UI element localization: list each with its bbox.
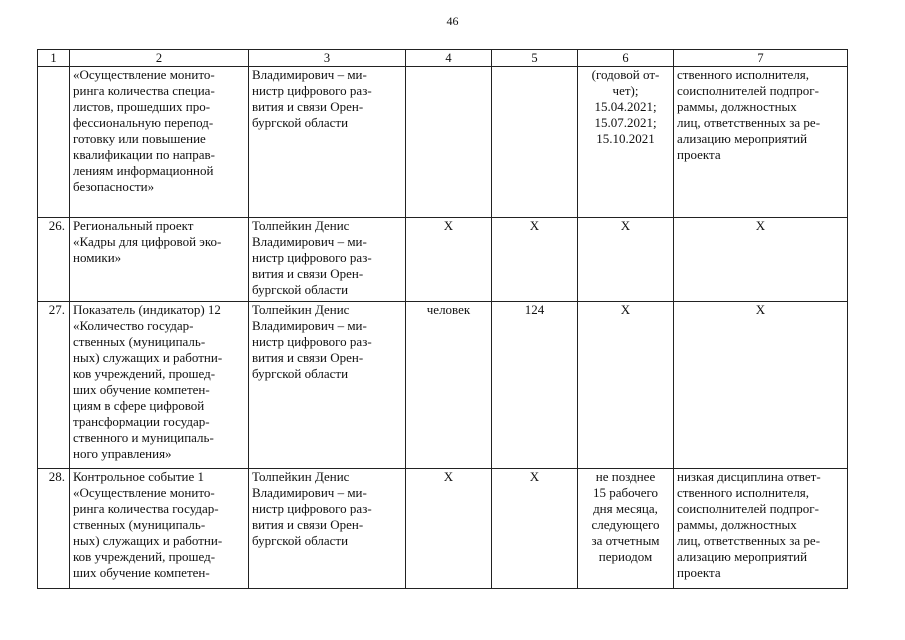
risk-cell: ственного исполнителя, соисполнителей подпрог- раммы, должностных лиц, ответственных за ре- ализацию мероприятий проекта [674,67,848,218]
row-number: 28. [38,469,70,589]
column-header: 2 [70,50,249,67]
value-cell: Х [492,469,578,589]
responsible-person: Толпейкин Денис Владимирович – ми- нистр цифрового раз- вития и связи Орен- бургской области [249,302,406,469]
value-cell: 124 [492,302,578,469]
column-header: 1 [38,50,70,67]
table-row [38,218,848,302]
activity-name: Региональный проект «Кадры для цифровой эко- номики» [70,218,249,302]
table-row [38,67,848,218]
column-header: 4 [406,50,492,67]
deadline-cell: Х [578,302,674,469]
activities-table [37,49,848,589]
column-header: 5 [492,50,578,67]
column-header: 7 [674,50,848,67]
row-number: 26. [38,218,70,302]
value-cell [492,67,578,218]
risk-cell: низкая дисциплина ответ- ственного исполнителя, соисполнителей подпрог- раммы, должностных лиц, ответственных за ре- ализацию мероприятий проекта [674,469,848,589]
unit-cell: человек [406,302,492,469]
table-row [38,469,848,589]
risk-cell: Х [674,302,848,469]
responsible-person: Толпейкин Денис Владимирович – ми- нистр цифрового раз- вития и связи Орен- бургской области [249,469,406,589]
activity-name: «Осуществление монито- ринга количества специа- листов, прошедших про- фессиональную перепод- готовку или повышение квалификации по направ- лениям информационной безопасности» [70,67,249,218]
unit-cell [406,67,492,218]
deadline-cell: Х [578,218,674,302]
activity-name: Контрольное событие 1 «Осуществление монито- ринга количества государ- ственных (муниципаль- ных) служащих и работни- ков учреждений, прошед- ших обучение компетен- [70,469,249,589]
risk-cell: Х [674,218,848,302]
table-row [38,302,848,469]
deadline-cell: (годовой от- чет); 15.04.2021; 15.07.2021; 15.10.2021 [578,67,674,218]
page-number: 46 [446,14,459,28]
column-header: 3 [249,50,406,67]
unit-cell: Х [406,218,492,302]
row-number [38,67,70,218]
deadline-cell: не позднее 15 рабочего дня месяца, следующего за отчетным периодом [578,469,674,589]
unit-cell: Х [406,469,492,589]
activity-name: Показатель (индикатор) 12 «Количество государ- ственных (муниципаль- ных) служащих и работни- ков учреждений, прошед- ших обучение компетен- циям в сфере цифровой трансформации государ- ственного и муниципаль- ного управления» [70,302,249,469]
responsible-person: Толпейкин Денис Владимирович – ми- нистр цифрового раз- вития и связи Орен- бургской области [249,218,406,302]
row-number: 27. [38,302,70,469]
column-header: 6 [578,50,674,67]
responsible-person: Владимирович – ми- нистр цифрового раз- вития и связи Орен- бургской области [249,67,406,218]
value-cell: Х [492,218,578,302]
table-header-row [38,50,848,67]
